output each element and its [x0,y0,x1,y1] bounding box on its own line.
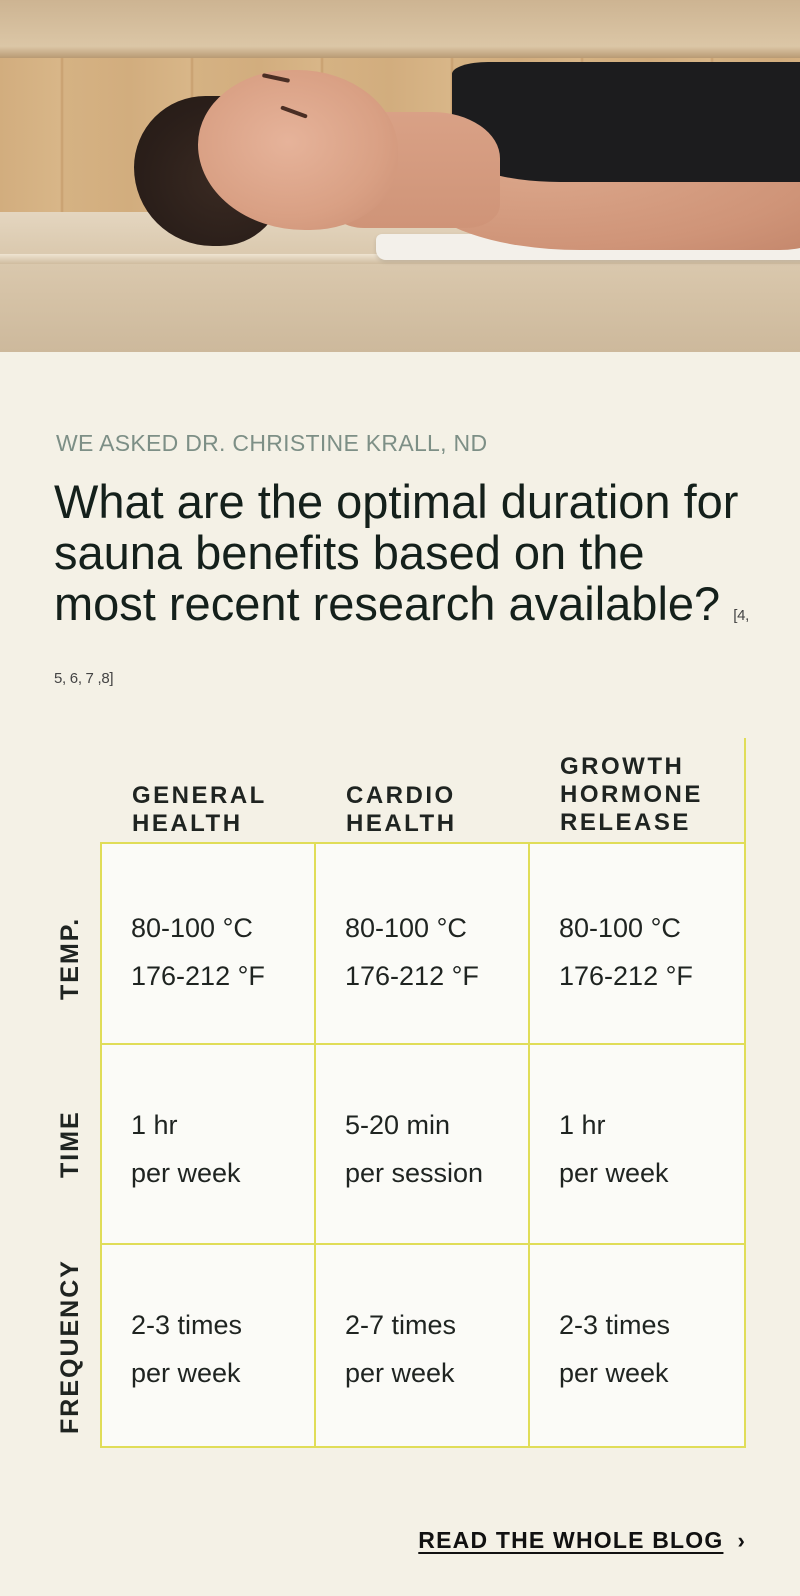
cell-line: 2-3 times [559,1310,671,1341]
table-cell-frequency-general [102,1245,316,1446]
sauna-benefits-table [100,842,746,1448]
cell-line: 176-212 °F [559,961,693,991]
column-header-growth-hormone-release [560,753,703,837]
cell-line: per session [345,1157,484,1188]
cell-line: 1 hr [559,1109,606,1140]
cell-line: per week [345,1358,455,1389]
column-header-cardio-health [346,782,457,838]
column-header-line: HEALTH [132,810,243,837]
row-header-frequency: FREQUENCY [56,1259,84,1434]
hero-photo [0,0,800,352]
cell-line: per week [559,1157,669,1188]
cell-line: 80-100 °C [345,913,467,943]
sauna-ceiling-board [0,0,800,58]
column-header-line: CARDIO [346,782,456,809]
column-header-line: HORMONE [560,781,703,808]
read-blog-link[interactable] [418,1527,746,1554]
column-header-line: GENERAL [132,782,267,809]
cell-line: 176-212 °F [131,961,265,991]
column-header-general-health [132,782,267,838]
header-divider-line [744,738,746,844]
column-header-line: HEALTH [346,810,457,837]
column-header-line: GROWTH [560,753,685,780]
cell-line: 80-100 °C [559,913,681,943]
table-cell-frequency-growth [530,1245,744,1446]
cell-line: 80-100 °C [131,913,253,943]
row-header-time: TIME [56,1110,84,1178]
reference-citations: [4, 5, 6, 7 ,8] [54,607,750,687]
cell-line: per week [559,1358,669,1389]
cell-line: 5-20 min [345,1109,451,1140]
cell-line: 176-212 °F [345,961,479,991]
eyebrow-label: WE ASKED DR. CHRISTINE KRALL, ND [56,430,488,456]
cell-line: 1 hr [131,1109,178,1140]
table-cell-time-cardio [316,1045,530,1246]
table-cell-time-growth [530,1045,744,1246]
cell-line: 2-3 times [131,1310,243,1341]
table-cell-time-general [102,1045,316,1246]
cell-line: per week [131,1358,241,1389]
swimsuit [452,62,800,182]
cell-line: 2-7 times [345,1310,457,1341]
cell-line: per week [131,1157,241,1188]
table-cell-temp-general [102,844,316,1045]
read-blog-label: READ THE WHOLE BLOG [418,1527,724,1553]
page-title [54,476,754,704]
table-cell-temp-cardio [316,844,530,1045]
column-header-line: RELEASE [560,809,691,836]
table-cell-temp-growth [530,844,744,1045]
headline-text: What are the optimal duration for sauna benefits based on the most recent research available? [54,475,739,630]
chevron-right-icon: › [737,1528,746,1553]
table-cell-frequency-cardio [316,1245,530,1446]
row-header-temp: TEMP. [56,916,84,1000]
